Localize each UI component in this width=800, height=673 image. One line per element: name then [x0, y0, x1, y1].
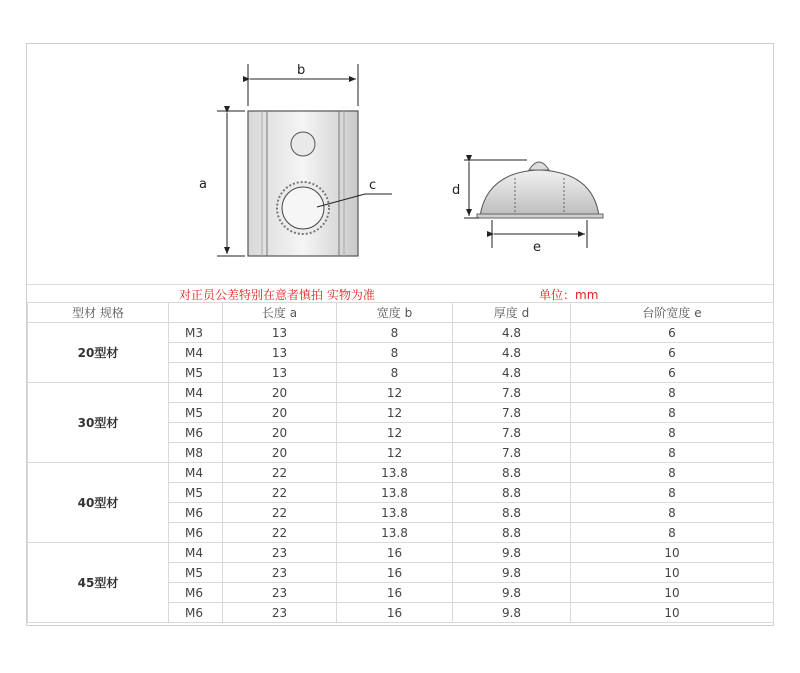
length-a-cell: 13 — [223, 343, 337, 363]
thread-size-cell: M8 — [169, 443, 223, 463]
label-c: c — [369, 178, 377, 193]
thread-size-cell: M6 — [169, 503, 223, 523]
length-a-cell: 20 — [223, 443, 337, 463]
step-width-e-cell: 6 — [571, 343, 774, 363]
width-b-cell: 16 — [337, 583, 453, 603]
thickness-d-cell: 9.8 — [453, 603, 571, 623]
thickness-d-cell: 4.8 — [453, 363, 571, 383]
width-b-cell: 12 — [337, 443, 453, 463]
step-width-e-cell: 8 — [571, 383, 774, 403]
length-a-cell: 20 — [223, 383, 337, 403]
step-width-e-cell: 8 — [571, 463, 774, 483]
table-row — [28, 463, 774, 483]
length-a-cell: 20 — [223, 423, 337, 443]
width-b-cell: 8 — [337, 343, 453, 363]
dimension-a — [199, 111, 245, 256]
header-length-a: 长度 a — [223, 303, 337, 323]
header-profile-spec: 型材 规格 — [28, 303, 169, 323]
note-row — [27, 284, 773, 303]
thread-size-cell: M5 — [169, 363, 223, 383]
length-a-cell: 13 — [223, 323, 337, 343]
length-a-cell: 22 — [223, 503, 337, 523]
step-width-e-cell: 6 — [571, 323, 774, 343]
length-a-cell: 22 — [223, 523, 337, 543]
thickness-d-cell: 9.8 — [453, 563, 571, 583]
width-b-cell: 16 — [337, 603, 453, 623]
thickness-d-cell: 7.8 — [453, 423, 571, 443]
thread-size-cell: M4 — [169, 383, 223, 403]
thread-size-cell: M5 — [169, 483, 223, 503]
width-b-cell: 8 — [337, 323, 453, 343]
thread-size-cell: M4 — [169, 463, 223, 483]
header-thickness-d: 厚度 d — [453, 303, 571, 323]
table-row — [28, 383, 774, 403]
thickness-d-cell: 7.8 — [453, 383, 571, 403]
thread-size-cell: M5 — [169, 403, 223, 423]
width-b-cell: 12 — [337, 403, 453, 423]
dimensions-table — [27, 302, 774, 623]
thickness-d-cell: 9.8 — [453, 543, 571, 563]
header-step-width-e: 台阶宽度 e — [571, 303, 774, 323]
header-width-b: 宽度 b — [337, 303, 453, 323]
thickness-d-cell: 4.8 — [453, 323, 571, 343]
profile-group-label: 45型材 — [28, 543, 169, 623]
thickness-d-cell: 8.8 — [453, 483, 571, 503]
length-a-cell: 13 — [223, 363, 337, 383]
thread-size-cell: M6 — [169, 603, 223, 623]
step-width-e-cell: 10 — [571, 603, 774, 623]
step-width-e-cell: 10 — [571, 583, 774, 603]
step-width-e-cell: 10 — [571, 543, 774, 563]
width-b-cell: 13.8 — [337, 523, 453, 543]
width-b-cell: 16 — [337, 543, 453, 563]
spec-sheet — [26, 43, 774, 626]
length-a-cell: 23 — [223, 603, 337, 623]
table-body — [28, 323, 774, 623]
table-row — [28, 323, 774, 343]
t-nut-dimension-drawing — [27, 44, 775, 284]
thread-size-cell: M6 — [169, 583, 223, 603]
label-d: d — [452, 183, 461, 198]
width-b-cell: 13.8 — [337, 463, 453, 483]
label-b: b — [297, 63, 306, 78]
length-a-cell: 22 — [223, 483, 337, 503]
thickness-d-cell: 4.8 — [453, 343, 571, 363]
width-b-cell: 13.8 — [337, 483, 453, 503]
tolerance-note: 对正员公差特别在意者慎拍 实物为准 — [179, 288, 375, 302]
dimension-e — [492, 220, 587, 255]
thread-size-cell: M5 — [169, 563, 223, 583]
step-width-e-cell: 8 — [571, 403, 774, 423]
length-a-cell: 23 — [223, 563, 337, 583]
thickness-d-cell: 9.8 — [453, 583, 571, 603]
step-width-e-cell: 6 — [571, 363, 774, 383]
width-b-cell: 13.8 — [337, 503, 453, 523]
thickness-d-cell: 7.8 — [453, 443, 571, 463]
width-b-cell: 12 — [337, 383, 453, 403]
thickness-d-cell: 8.8 — [453, 503, 571, 523]
thickness-d-cell: 8.8 — [453, 523, 571, 543]
label-a: a — [199, 177, 207, 192]
profile-group-label: 30型材 — [28, 383, 169, 463]
step-width-e-cell: 8 — [571, 443, 774, 463]
step-width-e-cell: 8 — [571, 503, 774, 523]
width-b-cell: 16 — [337, 563, 453, 583]
nut-front-view — [248, 111, 358, 256]
step-width-e-cell: 8 — [571, 523, 774, 543]
profile-group-label: 20型材 — [28, 323, 169, 383]
thread-size-cell: M4 — [169, 543, 223, 563]
thread-size-cell: M6 — [169, 523, 223, 543]
length-a-cell: 23 — [223, 583, 337, 603]
thread-size-cell: M6 — [169, 423, 223, 443]
profile-group-label: 40型材 — [28, 463, 169, 543]
thickness-d-cell: 8.8 — [453, 463, 571, 483]
length-a-cell: 20 — [223, 403, 337, 423]
thread-size-cell: M4 — [169, 343, 223, 363]
table-header-row — [28, 303, 774, 323]
unit-note: 单位：mm — [539, 288, 599, 302]
table-row — [28, 543, 774, 563]
length-a-cell: 22 — [223, 463, 337, 483]
step-width-e-cell: 8 — [571, 483, 774, 503]
dimension-b — [248, 63, 358, 106]
step-width-e-cell: 8 — [571, 423, 774, 443]
thread-size-cell: M3 — [169, 323, 223, 343]
label-e: e — [533, 240, 541, 255]
width-b-cell: 8 — [337, 363, 453, 383]
width-b-cell: 12 — [337, 423, 453, 443]
length-a-cell: 23 — [223, 543, 337, 563]
step-width-e-cell: 10 — [571, 563, 774, 583]
thickness-d-cell: 7.8 — [453, 403, 571, 423]
header-thread — [169, 303, 223, 323]
nut-side-view — [477, 162, 603, 218]
